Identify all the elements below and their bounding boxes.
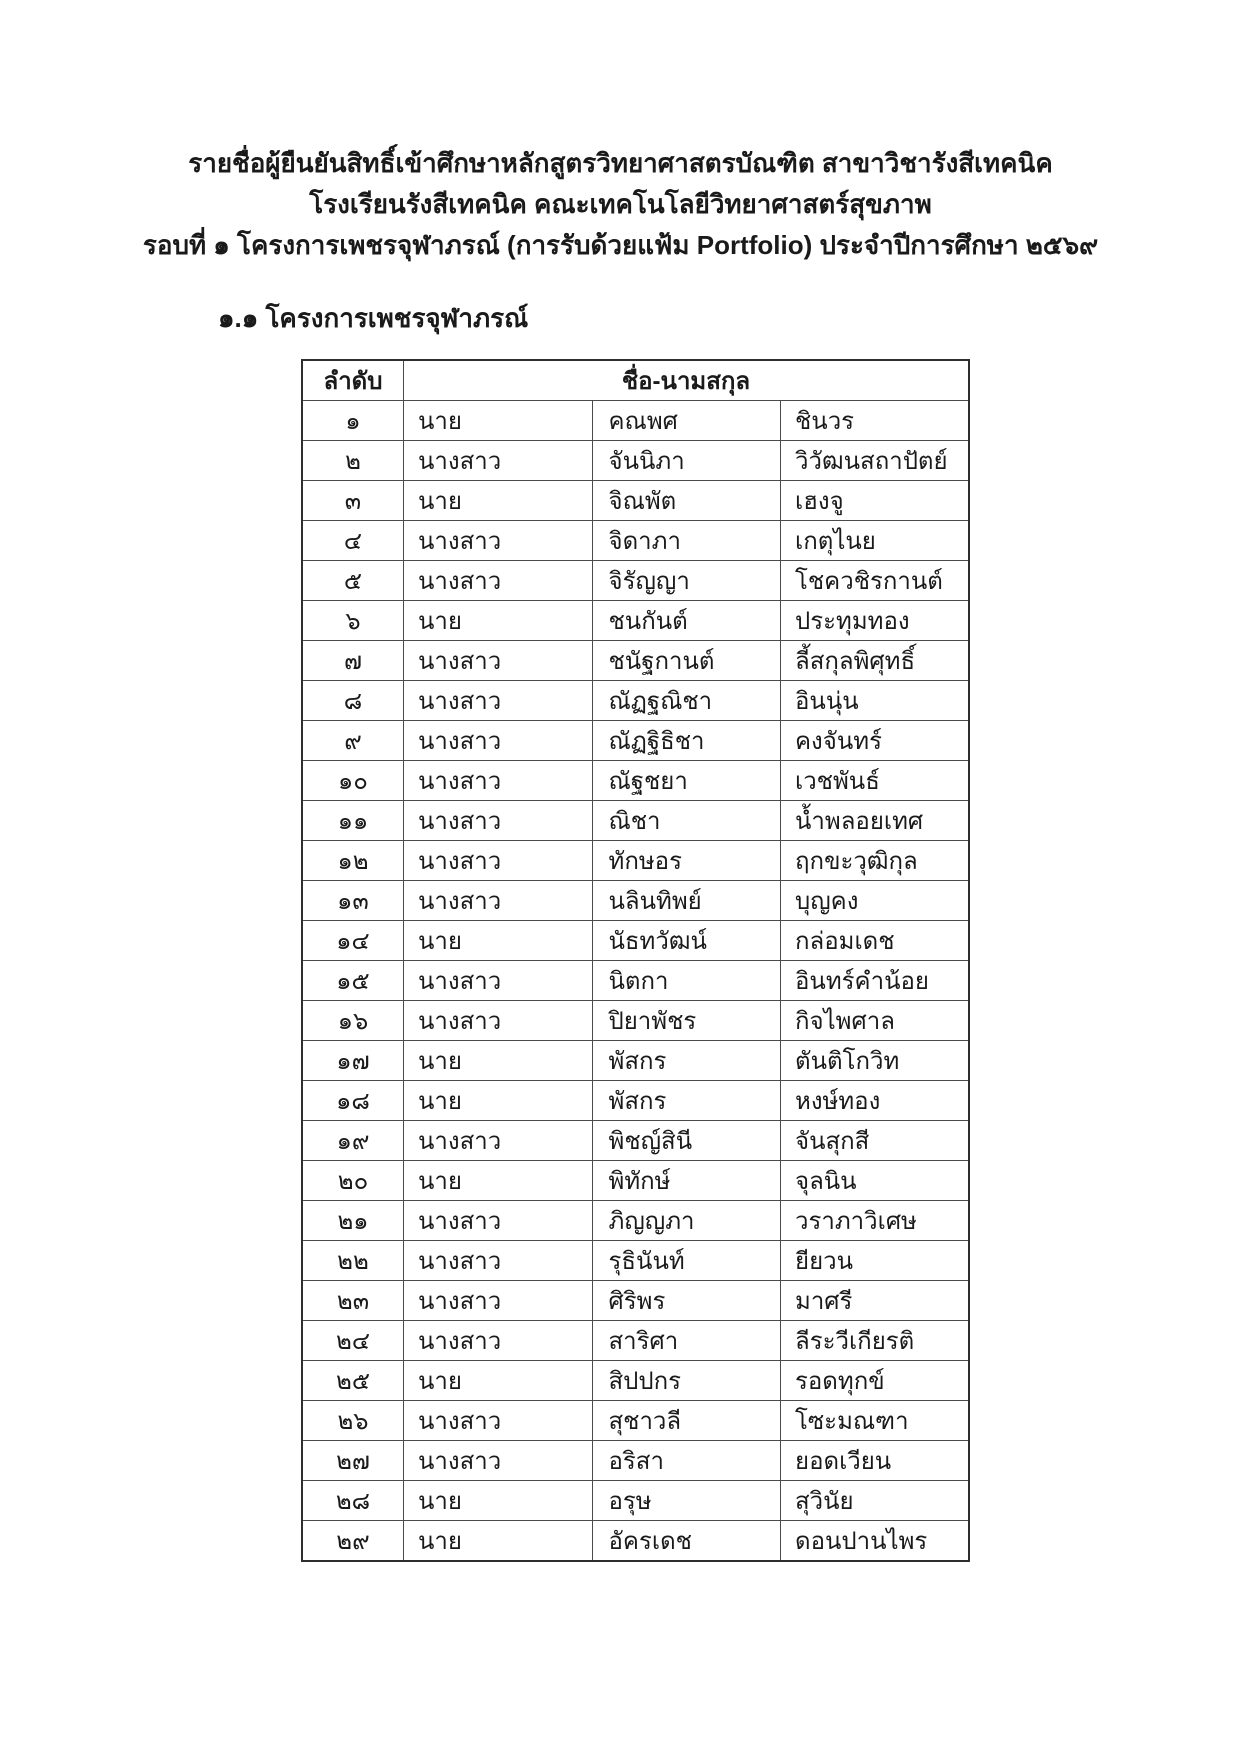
cell-last: อินทร์คำน้อย	[781, 961, 970, 1001]
table-row	[302, 1121, 969, 1161]
header-no: ลำดับ	[302, 360, 404, 401]
cell-first: รุธินันท์	[592, 1241, 781, 1281]
cell-no: ๑๑	[302, 801, 404, 841]
cell-last: โซะมณฑา	[781, 1401, 970, 1441]
document-title-block	[0, 0, 1241, 266]
cell-first: สุชาวลี	[592, 1401, 781, 1441]
table-row	[302, 961, 969, 1001]
cell-no: ๒๑	[302, 1201, 404, 1241]
cell-last: หงษ์ทอง	[781, 1081, 970, 1121]
table-row	[302, 681, 969, 721]
cell-no: ๒๙	[302, 1521, 404, 1562]
cell-last: เกตุไนย	[781, 521, 970, 561]
cell-title: นางสาว	[404, 1401, 593, 1441]
cell-first: ภิญญภา	[592, 1201, 781, 1241]
cell-last: อินนุ่น	[781, 681, 970, 721]
cell-title: นาย	[404, 1161, 593, 1201]
cell-last: บุญคง	[781, 881, 970, 921]
table-row	[302, 481, 969, 521]
cell-no: ๒	[302, 441, 404, 481]
cell-last: จุลนิน	[781, 1161, 970, 1201]
cell-title: นางสาว	[404, 441, 593, 481]
cell-first: จิรัญญา	[592, 561, 781, 601]
cell-no: ๔	[302, 521, 404, 561]
cell-title: นางสาว	[404, 1201, 593, 1241]
cell-last: ชินวร	[781, 401, 970, 441]
cell-no: ๒๖	[302, 1401, 404, 1441]
cell-first: จิณพัต	[592, 481, 781, 521]
table-row	[302, 561, 969, 601]
table-row	[302, 1201, 969, 1241]
cell-no: ๒๐	[302, 1161, 404, 1201]
cell-title: นาย	[404, 1481, 593, 1521]
cell-last: โชควชิรกานต์	[781, 561, 970, 601]
cell-last: รอดทุกข์	[781, 1361, 970, 1401]
cell-title: นาย	[404, 1081, 593, 1121]
title-line-3: รอบที่ ๑ โครงการเพชรจุฬาภรณ์ (การรับด้วยแฟ้ม Portfolio) ประจำปีการศึกษา ๒๕๖๙	[142, 230, 1099, 260]
title-line-1: รายชื่อผู้ยืนยันสิทธิ์เข้าศึกษาหลักสูตรวิทยาศาสตรบัณฑิต สาขาวิชารังสีเทคนิค	[188, 148, 1053, 178]
cell-no: ๒๒	[302, 1241, 404, 1281]
cell-no: ๑๗	[302, 1041, 404, 1081]
cell-first: ชนัฐกานต์	[592, 641, 781, 681]
table-row	[302, 721, 969, 761]
cell-last: ลี้สกุลพิศุทธิ์	[781, 641, 970, 681]
cell-no: ๘	[302, 681, 404, 721]
cell-no: ๑๘	[302, 1081, 404, 1121]
cell-no: ๓	[302, 481, 404, 521]
cell-title: นาย	[404, 401, 593, 441]
header-name: ชื่อ-นามสกุล	[404, 360, 970, 401]
table-row	[302, 1321, 969, 1361]
table-row	[302, 801, 969, 841]
cell-last: ดอนปานไพร	[781, 1521, 970, 1562]
table-row	[302, 1441, 969, 1481]
table-row	[302, 441, 969, 481]
cell-no: ๒๓	[302, 1281, 404, 1321]
cell-no: ๒๘	[302, 1481, 404, 1521]
cell-first: อริสา	[592, 1441, 781, 1481]
cell-first: พัสกร	[592, 1081, 781, 1121]
cell-last: ยอดเวียน	[781, 1441, 970, 1481]
cell-last: วิวัฒนสถาปัตย์	[781, 441, 970, 481]
cell-last: ฤกขะวุฒิกุล	[781, 841, 970, 881]
cell-first: ชนกันต์	[592, 601, 781, 641]
cell-no: ๑๓	[302, 881, 404, 921]
table-row	[302, 881, 969, 921]
table-row	[302, 841, 969, 881]
cell-no: ๑๕	[302, 961, 404, 1001]
cell-first: พิชญ์สินี	[592, 1121, 781, 1161]
table-row	[302, 521, 969, 561]
cell-title: นางสาว	[404, 641, 593, 681]
cell-no: ๒๔	[302, 1321, 404, 1361]
cell-first: ณัฏฐิธิชา	[592, 721, 781, 761]
cell-title: นาย	[404, 601, 593, 641]
title-line-2: โรงเรียนรังสีเทคนิค คณะเทคโนโลยีวิทยาศาสตร์สุขภาพ	[309, 189, 932, 219]
table-row	[302, 401, 969, 441]
table-row	[302, 1361, 969, 1401]
table-row	[302, 1481, 969, 1521]
students-table	[301, 359, 970, 1562]
table-row	[302, 1241, 969, 1281]
cell-title: นาย	[404, 1521, 593, 1562]
cell-first: พิทักษ์	[592, 1161, 781, 1201]
students-table-head	[302, 360, 969, 401]
table-row	[302, 761, 969, 801]
cell-title: นาย	[404, 1041, 593, 1081]
cell-title: นางสาว	[404, 681, 593, 721]
cell-title: นางสาว	[404, 841, 593, 881]
cell-title: นางสาว	[404, 1241, 593, 1281]
cell-title: นาย	[404, 481, 593, 521]
table-row	[302, 1401, 969, 1441]
cell-no: ๑๔	[302, 921, 404, 961]
cell-title: นางสาว	[404, 961, 593, 1001]
table-row	[302, 641, 969, 681]
cell-first: คณพศ	[592, 401, 781, 441]
cell-no: ๑๙	[302, 1121, 404, 1161]
cell-first: สาริศา	[592, 1321, 781, 1361]
cell-first: จันนิภา	[592, 441, 781, 481]
cell-no: ๑	[302, 401, 404, 441]
cell-no: ๒๗	[302, 1441, 404, 1481]
table-row	[302, 601, 969, 641]
cell-last: เวชพันธ์	[781, 761, 970, 801]
cell-first: ทักษอร	[592, 841, 781, 881]
cell-no: ๑๐	[302, 761, 404, 801]
cell-last: น้ำพลอยเทศ	[781, 801, 970, 841]
cell-last: ประทุมทอง	[781, 601, 970, 641]
cell-title: นางสาว	[404, 1281, 593, 1321]
cell-title: นางสาว	[404, 561, 593, 601]
cell-no: ๙	[302, 721, 404, 761]
cell-first: ณิชา	[592, 801, 781, 841]
cell-no: ๒๕	[302, 1361, 404, 1401]
cell-last: กล่อมเดช	[781, 921, 970, 961]
cell-last: กิจไพศาล	[781, 1001, 970, 1041]
cell-title: นางสาว	[404, 721, 593, 761]
cell-first: จิดาภา	[592, 521, 781, 561]
cell-no: ๗	[302, 641, 404, 681]
cell-last: ลีระวีเกียรติ	[781, 1321, 970, 1361]
table-row	[302, 1281, 969, 1321]
cell-title: นางสาว	[404, 521, 593, 561]
cell-first: พัสกร	[592, 1041, 781, 1081]
cell-last: วราภาวิเศษ	[781, 1201, 970, 1241]
table-row	[302, 1081, 969, 1121]
cell-no: ๑๒	[302, 841, 404, 881]
cell-last: เฮงจู	[781, 481, 970, 521]
cell-no: ๕	[302, 561, 404, 601]
table-row	[302, 1001, 969, 1041]
table-row	[302, 921, 969, 961]
cell-first: อัครเดช	[592, 1521, 781, 1562]
cell-first: ณัฏฐณิชา	[592, 681, 781, 721]
cell-title: นาย	[404, 921, 593, 961]
cell-first: ณัฐชยา	[592, 761, 781, 801]
cell-first: นลินทิพย์	[592, 881, 781, 921]
cell-first: อรุษ	[592, 1481, 781, 1521]
cell-title: นางสาว	[404, 761, 593, 801]
cell-last: ตันติโกวิท	[781, 1041, 970, 1081]
cell-last: สุวินัย	[781, 1481, 970, 1521]
cell-first: ปิยาพัชร	[592, 1001, 781, 1041]
cell-title: นางสาว	[404, 1321, 593, 1361]
cell-last: ยียวน	[781, 1241, 970, 1281]
cell-title: นางสาว	[404, 1441, 593, 1481]
cell-no: ๖	[302, 601, 404, 641]
cell-title: นางสาว	[404, 801, 593, 841]
cell-last: มาศรี	[781, 1281, 970, 1321]
cell-no: ๑๖	[302, 1001, 404, 1041]
cell-last: จันสุกสี	[781, 1121, 970, 1161]
cell-title: นางสาว	[404, 1001, 593, 1041]
cell-title: นางสาว	[404, 1121, 593, 1161]
cell-last: คงจันทร์	[781, 721, 970, 761]
cell-first: นิตกา	[592, 961, 781, 1001]
cell-first: นัธทวัฒน์	[592, 921, 781, 961]
cell-first: ศิริพร	[592, 1281, 781, 1321]
cell-first: สิปปกร	[592, 1361, 781, 1401]
cell-title: นางสาว	[404, 881, 593, 921]
table-row	[302, 1041, 969, 1081]
header-row	[302, 360, 969, 401]
cell-title: นาย	[404, 1361, 593, 1401]
section-heading: ๑.๑ โครงการเพชรจุฬาภรณ์	[218, 303, 529, 333]
table-row	[302, 1161, 969, 1201]
table-row	[302, 1521, 969, 1562]
student-table-body	[302, 401, 969, 1562]
